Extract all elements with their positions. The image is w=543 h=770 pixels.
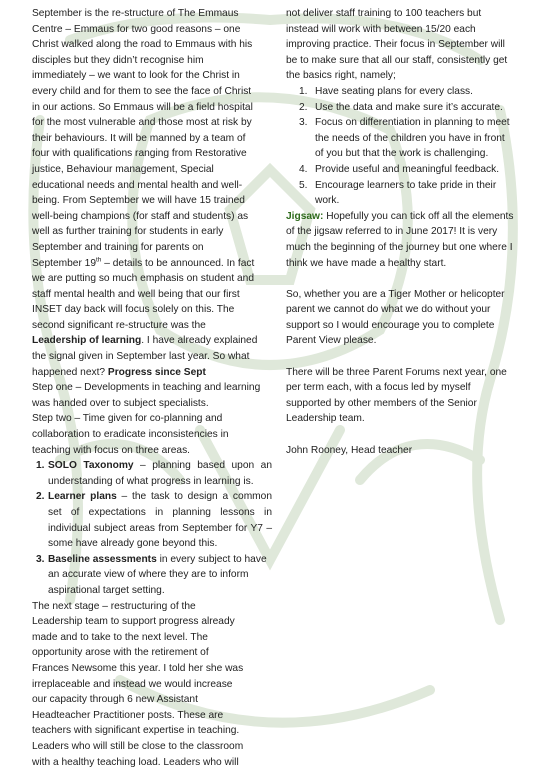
list-item-text: Encourage learners to take pride in their work.	[315, 180, 496, 207]
right-column	[286, 6, 514, 458]
step-line: teaching with focus on three areas.	[32, 443, 272, 459]
text-line: instead will work with between 15/20 each	[286, 22, 514, 38]
text-line: educational needs and mental health and well-	[32, 178, 272, 194]
text-line: well as further training for students in early	[32, 224, 272, 240]
date-text: September 19	[32, 258, 96, 269]
text-line: Leaders who will still be close to the classroom	[32, 739, 272, 755]
text-line: four with qualifications ranging from Restorative	[32, 146, 272, 162]
progress-line	[32, 365, 272, 381]
text-line: Christ walked along the road to Emmaus with his	[32, 37, 272, 53]
intro-paragraph	[32, 6, 272, 458]
list-number: 4.	[299, 162, 308, 178]
list-item	[36, 489, 272, 551]
list-item-text: Use the data and make sure it’s accurate.	[315, 102, 503, 113]
text-line: immediately – we want to look for the Christ in	[32, 68, 272, 84]
list-number: 2.	[299, 100, 308, 116]
text-line: teachers with significant expertise in teaching.	[32, 723, 272, 739]
list-number: 5.	[299, 178, 308, 194]
list-item-text: – the task to design a common set of expectations in planning lessons in individual subject areas from September for Y7 – some have already gone beyond this.	[48, 491, 272, 549]
list-number: 2.	[36, 489, 45, 505]
paragraph-spacer	[286, 427, 514, 443]
happened-text: happened next?	[32, 367, 108, 378]
text-line: INSET day back will focus solely on this. The	[32, 302, 272, 318]
list-item-text: – planning based upon an understanding of what progress in learning is.	[48, 460, 272, 487]
date-line	[32, 256, 272, 272]
step-line: was handed over to subject specialists.	[32, 396, 272, 412]
text-line: Frances Newsome this year. I told her she was	[32, 661, 272, 677]
text-line: irreplaceable and instead we would increase	[32, 677, 272, 693]
list-item	[36, 458, 272, 489]
step-line: Step one – Developments in teaching and learning	[32, 380, 272, 396]
list-item	[286, 100, 514, 116]
list-item	[286, 84, 514, 100]
text-line: justice, Behaviour management, Special	[32, 162, 272, 178]
jigsaw-text: Hopefully you can tick off all the elements of the jigsaw referred to in June 2017! It is very much the beginning of the journey but one where I think we have made a healthy start.	[286, 211, 513, 269]
text-line: The next stage – restructuring of the	[32, 599, 272, 615]
list-item	[286, 162, 514, 178]
paragraph-spacer	[286, 271, 514, 287]
progress-heading: Progress since Sept	[108, 367, 206, 378]
focus-areas-list	[36, 458, 272, 598]
list-number: 1.	[36, 458, 45, 474]
text-line: our capacity through 6 new Assistant	[32, 692, 272, 708]
list-item-heading: Baseline assessments	[48, 554, 157, 565]
basics-paragraph	[286, 6, 514, 84]
text-line: well-being champions (for staff and students) as	[32, 209, 272, 225]
list-item-text: Have seating plans for every class.	[315, 86, 473, 97]
list-item-heading: Learner plans	[48, 491, 117, 502]
parent-forums-paragraph: There will be three Parent Forums next year, one per term each, with a focus led by myself supported by other members of the Senior Leadership team.	[286, 365, 514, 427]
text-line: their behaviours. It will be manned by a team of	[32, 131, 272, 147]
text-line: staff mental health and well being that our first	[32, 287, 272, 303]
list-number: 3.	[299, 115, 308, 131]
leadership-rest: . I have already explained	[141, 335, 257, 346]
text-line: September and training for parents on	[32, 240, 272, 256]
tiger-mother-paragraph: So, whether you are a Tiger Mother or helicopter parent we cannot do what we do without your support so I would encourage you to complete Parent View please.	[286, 287, 514, 349]
list-item-heading: SOLO Taxonomy	[48, 460, 134, 471]
list-number: 3.	[36, 552, 45, 568]
text-line: for the most vulnerable and those most at risk by	[32, 115, 272, 131]
text-line: not deliver staff training to 100 teachers but	[286, 6, 514, 22]
jigsaw-label: Jigsaw:	[286, 211, 323, 222]
text-line: the basics right, namely;	[286, 68, 514, 84]
list-item-text: Provide useful and meaningful feedback.	[315, 164, 499, 175]
text-line: be to make sure that all our staff, consistently get	[286, 53, 514, 69]
list-item	[36, 552, 272, 599]
text-line: made and to take to the next level. The	[32, 630, 272, 646]
text-line: September is the re-structure of The Emmaus	[32, 6, 272, 22]
step-line: collaboration to eradicate inconsistencies in	[32, 427, 272, 443]
leadership-line	[32, 333, 272, 349]
closing-paragraph	[32, 599, 272, 770]
text-line: we are putting so much emphasis on student and	[32, 271, 272, 287]
list-item-text: in every subject to have an accurate view of where they are to inform aspirational target setting.	[48, 554, 267, 596]
step-line: Step two – Time given for co-planning and	[32, 411, 272, 427]
left-column	[32, 6, 272, 770]
text-line: being. From September we will have 15 trained	[32, 193, 272, 209]
text-line: in our actions. So Emmaus will be a field hospital	[32, 100, 272, 116]
text-line: Leadership team to support progress already	[32, 614, 272, 630]
text-line: with a healthy teaching load. Leaders who will	[32, 755, 272, 770]
text-line: opportunity arose with the retirement of	[32, 645, 272, 661]
date-suffix: th	[96, 256, 101, 263]
text-line: disciples but they didn’t recognise him	[32, 53, 272, 69]
list-item	[286, 178, 514, 209]
list-number: 1.	[299, 84, 308, 100]
text-line: every child and for them to see the face of Christ	[32, 84, 272, 100]
text-line: Centre – Emmaus for two good reasons – one	[32, 22, 272, 38]
text-line: second significant re-structure was the	[32, 318, 272, 334]
signature: John Rooney, Head teacher	[286, 443, 514, 459]
text-line: the signal given in September last year. So what	[32, 349, 272, 365]
jigsaw-paragraph	[286, 209, 514, 271]
date-line-rest: – details to be announced. In fact	[101, 258, 254, 269]
text-line: Headteacher Practitioner posts. These are	[32, 708, 272, 724]
paragraph-spacer	[286, 349, 514, 365]
basics-list	[286, 84, 514, 209]
list-item-text: Focus on differentiation in planning to meet the needs of the children you have in front of you but that the work is challenging.	[315, 117, 510, 159]
leadership-heading: Leadership of learning	[32, 335, 141, 346]
text-line: improving practice. Their focus in September will	[286, 37, 514, 53]
list-item	[286, 115, 514, 162]
